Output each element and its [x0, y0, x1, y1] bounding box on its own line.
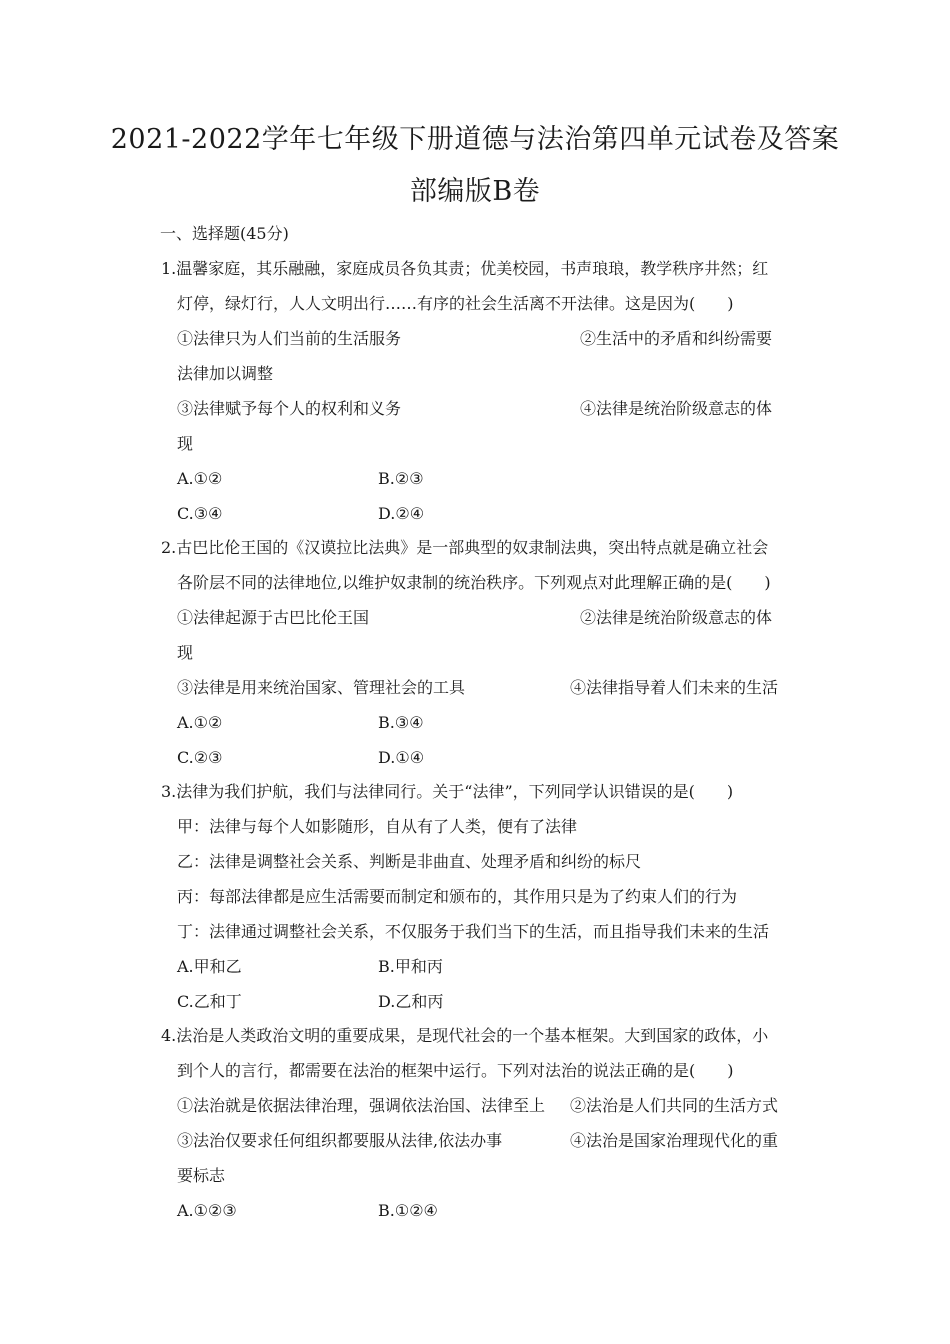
q3-statement-2: 乙：法律是调整社会关系、判断是非曲直、处理矛盾和纠纷的标尺 — [177, 852, 642, 871]
q1-option-b: B.②③ — [378, 469, 424, 488]
q1-statement-4-cont: 现 — [177, 434, 194, 453]
q1-option-d: D.②④ — [378, 504, 425, 523]
q4-statement-4: ④法治是国家治理现代化的重 — [570, 1131, 779, 1150]
q2-statement-1: ①法律起源于古巴比伦王国 — [177, 608, 370, 627]
exam-title-line1: 2021-2022学年七年级下册道德与法治第四单元试卷及答案 — [110, 124, 840, 155]
q1-statement-4: ④法律是统治阶级意志的体 — [580, 399, 773, 418]
q2-statement-2: ②法律是统治阶级意志的体 — [580, 608, 773, 627]
q1-stem-line1: 1.温馨家庭，其乐融融，家庭成员各负其责；优美校园，书声琅琅，教学秩序井然；红 — [161, 259, 769, 278]
q3-option-b: B.甲和丙 — [378, 957, 443, 976]
q1-statement-2-cont: 法律加以调整 — [177, 364, 274, 383]
q2-option-c: C.②③ — [177, 748, 223, 767]
q2-stem-line2: 各阶层不同的法律地位,以维护奴隶制的统治秩序。下列观点对此理解正确的是( ) — [177, 573, 771, 592]
q2-option-d: D.①④ — [378, 748, 425, 767]
q4-statement-3: ③法治仅要求任何组织都要服从法律,依法办事 — [177, 1131, 503, 1150]
q1-statement-2: ②生活中的矛盾和纠纷需要 — [580, 329, 773, 348]
q3-option-d: D.乙和丙 — [378, 992, 444, 1011]
q3-option-a: A.甲和乙 — [177, 957, 242, 976]
q2-option-a: A.①② — [177, 713, 223, 732]
q1-statement-3: ③法律赋予每个人的权利和义务 — [177, 399, 402, 418]
q2-option-b: B.③④ — [378, 713, 424, 732]
q2-stem-line1: 2.古巴比伦王国的《汉谟拉比法典》是一部典型的奴隶制法典，突出特点就是确立社会 — [161, 538, 769, 557]
q4-statement-4-cont: 要标志 — [177, 1166, 226, 1185]
q1-option-a: A.①② — [177, 469, 223, 488]
section-heading: 一、选择题(45分) — [160, 224, 289, 243]
q4-option-a: A.①②③ — [177, 1201, 237, 1220]
q4-stem-line2: 到个人的言行，都需要在法治的框架中运行。下列对法治的说法正确的是( ) — [177, 1061, 734, 1080]
q2-statement-4: ④法律指导着人们未来的生活 — [570, 678, 779, 697]
q4-option-b: B.①②④ — [378, 1201, 438, 1220]
q1-stem-line2: 灯停，绿灯行，人人文明出行……有序的社会生活离不开法律。这是因为( ) — [177, 294, 734, 313]
exam-title-line2: 部编版B卷 — [409, 176, 541, 207]
q2-statement-2-cont: 现 — [177, 643, 194, 662]
q4-statement-1: ①法治就是依据法律治理，强调依法治国、法律至上 — [177, 1096, 546, 1115]
q3-statement-3: 丙：每部法律都是应生活需要而制定和颁布的，其作用只是为了约束人们的行为 — [177, 887, 738, 906]
q4-statement-2: ②法治是人们共同的生活方式 — [570, 1096, 779, 1115]
q3-option-c: C.乙和丁 — [177, 992, 242, 1011]
q4-stem-line1: 4.法治是人类政治文明的重要成果，是现代社会的一个基本框架。大到国家的政体，小 — [161, 1026, 769, 1045]
q1-option-c: C.③④ — [177, 504, 223, 523]
q3-statement-1: 甲：法律与每个人如影随形，自从有了人类，便有了法律 — [177, 817, 578, 836]
q1-statement-1: ①法律只为人们当前的生活服务 — [177, 329, 402, 348]
q2-statement-3: ③法律是用来统治国家、管理社会的工具 — [177, 678, 466, 697]
q3-statement-4: 丁：法律通过调整社会关系，不仅服务于我们当下的生活，而且指导我们未来的生活 — [177, 922, 770, 941]
q3-stem-line1: 3.法律为我们护航，我们与法律同行。关于“法律”，下列同学认识错误的是( ) — [161, 782, 734, 801]
